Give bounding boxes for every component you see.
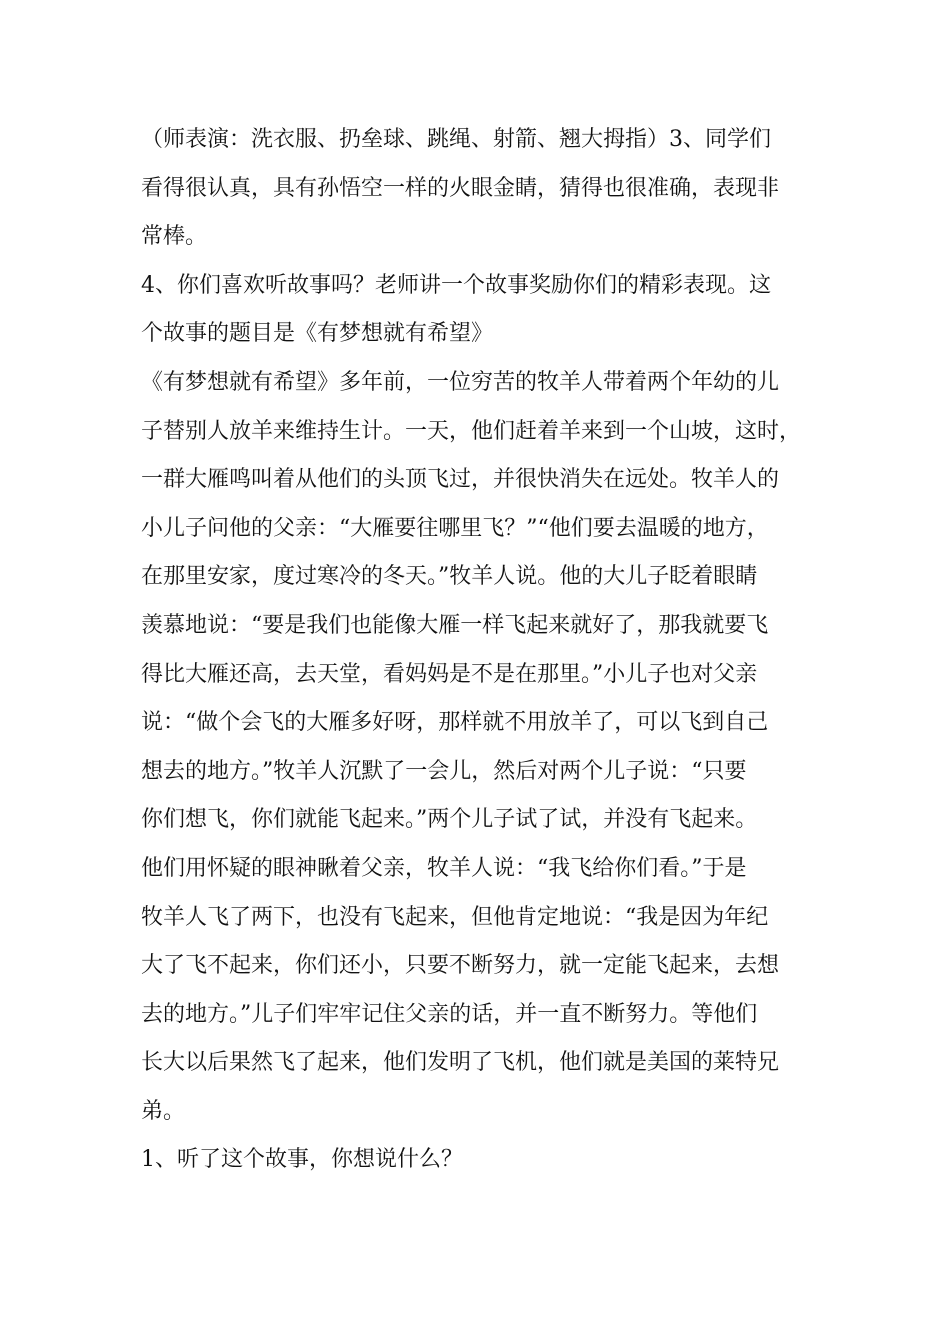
text-line: 弟。 [141, 1098, 186, 1124]
text-line: 个故事的题目是《有梦想就有希望》 [141, 321, 494, 347]
text-line: 大了飞不起来，你们还小，只要不断努力，就一定能飞起来，去想 [141, 953, 780, 979]
text-line: 得比大雁还高，去天堂，看妈妈是不是在那里。”小儿子也对父亲 [141, 661, 758, 687]
text-line: 1、听了这个故事，你想说什么？ [141, 1147, 463, 1173]
text-line: 你们想飞，你们就能飞起来。”两个儿子试了试，并没有飞起来。 [141, 807, 758, 833]
text-line: 羡慕地说：“要是我们也能像大雁一样飞起来就好了，那我就要飞 [141, 612, 769, 638]
text-line: 小儿子问他的父亲：“大雁要往哪里飞？”“他们要去温暖的地方， [141, 515, 769, 541]
document-text [141, 116, 831, 1185]
text-line: 子替别人放羊来维持生计。一天，他们赶着羊来到一个山坡，这时， [141, 418, 802, 444]
text-line: 4、你们喜欢听故事吗？老师讲一个故事奖励你们的精彩表现。这 [141, 272, 771, 298]
text-line: 《有梦想就有希望》多年前，一位穷苦的牧羊人带着两个年幼的儿 [141, 369, 780, 395]
text-line: （师表演：洗衣服、扔垒球、跳绳、射箭、翘大拇指）3、同学们 [141, 127, 771, 152]
text-line: 看得很认真，具有孙悟空一样的火眼金睛，猜得也很准确，表现非 [141, 175, 780, 201]
text-line: 一群大雁鸣叫着从他们的头顶飞过，并很快消失在远处。牧羊人的 [141, 467, 780, 493]
text-line: 常棒。 [141, 224, 208, 250]
text-line: 在那里安家，度过寒冷的冬天。”牧羊人说。他的大儿子眨着眼睛 [141, 564, 758, 590]
text-line: 牧羊人飞了两下，也没有飞起来，但他肯定地说：“我是因为年纪 [141, 904, 769, 930]
text-line: 去的地方。”儿子们牢牢记住父亲的话，并一直不断努力。等他们 [141, 1001, 758, 1027]
text-line: 他们用怀疑的眼神瞅着父亲，牧羊人说：“我飞给你们看。”于是 [141, 855, 747, 881]
text-line: 想去的地方。”牧羊人沉默了一会儿，然后对两个儿子说：“只要 [141, 758, 747, 784]
text-line: 说：“做个会飞的大雁多好呀，那样就不用放羊了，可以飞到自己 [141, 710, 769, 736]
text-line: 长大以后果然飞了起来，他们发明了飞机，他们就是美国的莱特兄 [141, 1050, 780, 1076]
